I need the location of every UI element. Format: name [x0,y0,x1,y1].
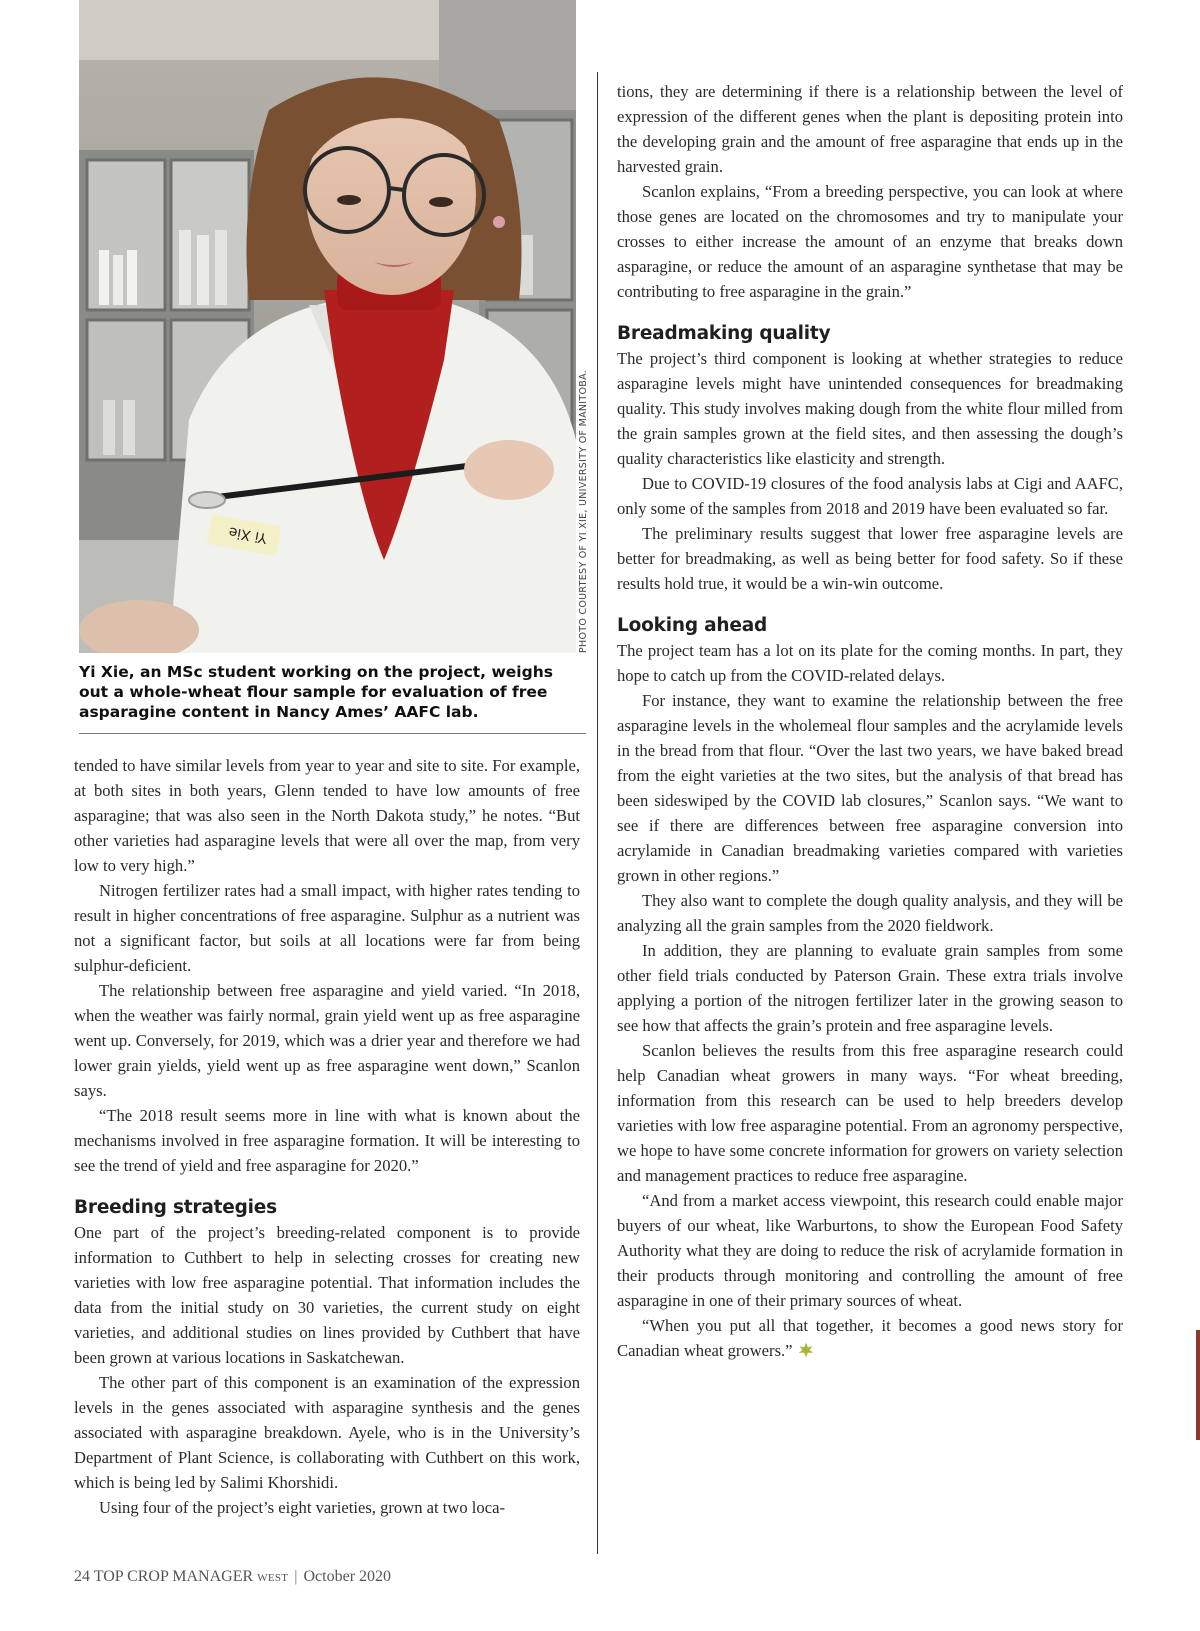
issue-date: October 2020 [303,1568,392,1585]
footer-separator: | [294,1568,298,1585]
paragraph: The project’s third component is looking at whether strategies to reduce asparagine levels might have unintended consequences for breadmaking quality. This study involves making dough from the white flour milled from the grain samples grown at the field sites, and then assessing the dough’s quality characteristics like elasticity and strength. [617,349,1123,468]
paragraph: “The 2018 result seems more in line with what is known about the mechanisms involved in free asparagine formation. It will be interesting to see the trend of yield and free asparagine for 2020.” [74,1106,580,1175]
paragraph-final [617,1313,1123,1363]
section-heading-breadmaking: Breadmaking quality [617,323,831,344]
right-column [617,79,1123,1363]
paragraph: Scanlon explains, “From a breeding perspective, you can look at where those genes are located on the chromosomes and try to manipulate your crosses to either increase the amount of an enzyme that breaks down asparagine, or reduce the amount of an asparagine synthetase that may be contributing to free asparagine in the grain.” [617,182,1123,301]
page-number: 24 [74,1568,90,1585]
caption-rule [79,733,586,734]
photo-credit: PHOTO COURTESY OF YI XIE, UNIVERSITY OF MANITOBA. [578,369,589,653]
left-column [74,753,580,1520]
paragraph: The project team has a lot on its plate for the coming months. In part, they hope to catch up from the COVID-related delays. [617,641,1123,685]
paragraph: One part of the project’s breeding-related component is to provide information to Cuthbert to help in selecting crosses for creating new varieties with low free asparagine potential. That information includes the data from the initial study on 30 varieties, the current study on eight varieties, and additional studies on lines provided by Cuthbert that have been grown at various locations in Saskatchewan. [74,1223,580,1367]
section-heading-breeding: Breeding strategies [74,1197,277,1218]
paragraph: tended to have similar levels from year to year and site to site. For example, at both sites in both years, Glenn tended to have low amounts of free asparagine; that was also seen in the North Dakota study,” he notes. “But other varieties had asparagine levels that were all over the map, from very low to very high.” [74,756,580,875]
paragraph: Nitrogen fertilizer rates had a small impact, with higher rates tending to result in higher concentrations of free asparagine. Sulphur as a nutrient was not a significant factor, but soils at all locations were far from being sulphur-deficient. [74,881,580,975]
article-photo [79,0,576,653]
paragraph: The relationship between free asparagine and yield varied. “In 2018, when the weather was fairly normal, grain yield went up as free asparagine went up. Conversely, for 2019, which was a drier year and therefore we had lower grain yields, yield went up as free asparagine went down,” Scanlon says. [74,981,580,1100]
page-edge-mark [1196,1330,1200,1440]
paragraph: They also want to complete the dough quality analysis, and they will be analyzing all the grain samples from the 2020 fieldwork. [617,891,1123,935]
paragraph: For instance, they want to examine the relationship between the free asparagine levels in the wholemeal flour samples and the acrylamide levels in the bread from that flour. “Over the last two years, we have baked bread from the eight varieties at the two sites, but the analysis of that bread has been sideswiped by the COVID lab closures,” Scanlon says. “We want to see if there are differences between free asparagine conversion into acrylamide in Canadian breadmaking varieties compared with varieties grown in other regions.” [617,691,1123,885]
paragraph: Using four of the project’s eight varieties, grown at two loca- [99,1498,505,1517]
column-divider [597,72,598,1554]
magazine-name: TOP CROP MANAGER [93,1568,254,1585]
paragraph: tions, they are determining if there is a relationship between the level of expression of the different genes when the plant is depositing protein into the developing grain and the amount of free asparagine that ends up in the harvested grain. [617,82,1123,176]
paragraph: The preliminary results suggest that lower free asparagine levels are better for breadmaking, as well as being better for food safety. So if these results hold true, it would be a win-win outcome. [617,524,1123,593]
label-text: Yi Xie [227,523,269,546]
paragraph: Scanlon believes the results from this free asparagine research could help Canadian wheat growers in many ways. “For wheat breeding, information from this research can be used to help breeders develop varieties with low free asparagine potential. From an agronomy perspective, we hope to have some concrete information for growers on variety selection and management practices to reduce free asparagine. [617,1041,1123,1185]
final-text: “When you put all that together, it becomes a good news story for Canadian wheat growers.” [617,1316,1123,1360]
magazine-edition: WEST [257,1572,289,1584]
page-footer [74,1568,391,1586]
paragraph: “And from a market access viewpoint, this research could enable major buyers of our wheat, like Warburtons, to show the European Food Safety Authority what they are doing to reduce the risk of acrylamide formation in their products through monitoring and controlling the amount of free asparagine in one of their primary sources of wheat. [617,1191,1123,1310]
photo-caption: Yi Xie, an MSc student working on the project, weighs out a whole-wheat flour sample for evaluation of free asparagine content in Nancy Ames’ AAFC lab. [79,663,553,721]
paragraph: In addition, they are planning to evaluate grain samples from some other field trials conducted by Paterson Grain. These extra trials involve applying a portion of the nitrogen fertilizer later in the growing season to see how that affects the grain’s protein and free asparagine levels. [617,941,1123,1035]
wheat-leaf-icon [797,1341,815,1359]
section-heading-looking-ahead: Looking ahead [617,615,768,636]
paragraph: Due to COVID-19 closures of the food analysis labs at Cigi and AAFC, only some of the samples from 2018 and 2019 have been evaluated so far. [617,474,1123,518]
paragraph: The other part of this component is an examination of the expression levels in the genes associated with asparagine synthesis and the genes associated with asparagine breakdown. Ayele, who is in the University’s Department of Plant Science, is collaborating with Cuthbert on this work, which is being led by Salimi Khorshidi. [74,1373,580,1492]
